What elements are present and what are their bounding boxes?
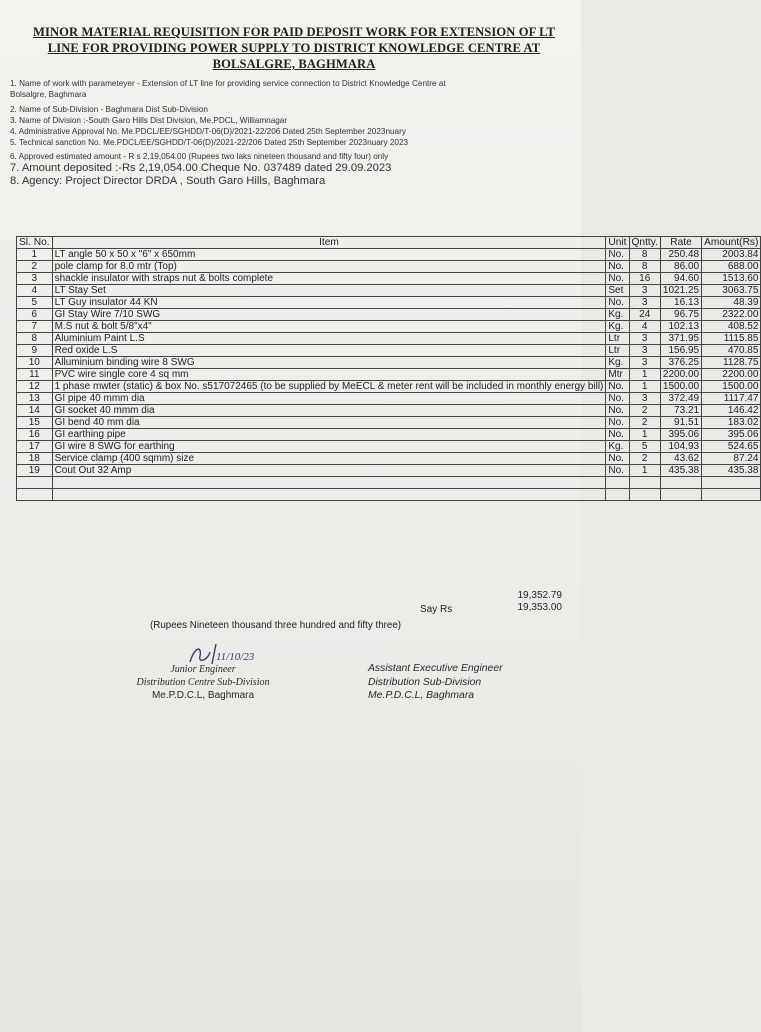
handwritten-date: 11/10/23 (216, 651, 255, 663)
right-office: Distribution Sub-Division (368, 676, 482, 688)
row-amount: 1117.47 (702, 393, 761, 405)
signature-block-right (368, 662, 568, 703)
row-unit: No. (606, 297, 629, 309)
table-row (17, 261, 761, 273)
row-rate: 156.95 (660, 345, 701, 357)
blank-cell (52, 477, 606, 489)
say-amount: 19,353.00 (517, 601, 562, 613)
title-line-2: LINE FOR PROVIDING POWER SUPPLY TO DISTRICT KNOWLEDGE CENTRE AT (47, 41, 541, 55)
row-item: GI pipe 40 mmm dia (52, 393, 606, 405)
left-office: Distribution Centre Sub-Division (136, 677, 270, 688)
row-amount: 435.38 (702, 465, 761, 477)
row-amount: 1500.00 (702, 381, 761, 393)
row-sl-no: 11 (17, 369, 53, 381)
row-rate: 1021.25 (660, 285, 701, 297)
row-amount: 2003.84 (702, 249, 761, 261)
blank-cell (606, 489, 629, 501)
row-unit: No. (606, 429, 629, 441)
row-item: shackle insulator with straps nut & bolts complete (52, 273, 606, 285)
row-amount: 524.65 (702, 441, 761, 453)
row-rate: 395.06 (660, 429, 701, 441)
row-unit: No. (606, 381, 629, 393)
row-quantity: 4 (629, 321, 660, 333)
row-item: PVC wire single core 4 sq mm (52, 369, 606, 381)
table-header-row (17, 237, 761, 249)
signature-block-left (118, 655, 288, 702)
row-amount: 2322.00 (702, 309, 761, 321)
table-row (17, 249, 761, 261)
row-quantity: 3 (629, 285, 660, 297)
row-quantity: 3 (629, 297, 660, 309)
row-unit: Kg. (606, 357, 629, 369)
work-details (10, 78, 575, 188)
right-org: Me.P.D.C.L, Baghmara (368, 690, 475, 701)
row-sl-no: 18 (17, 453, 53, 465)
row-quantity: 2 (629, 417, 660, 429)
amount-in-words: (Rupees Nineteen thousand three hundred and fifty three) (150, 620, 402, 631)
row-quantity: 1 (629, 369, 660, 381)
row-rate: 372.49 (660, 393, 701, 405)
row-rate: 16.13 (660, 297, 701, 309)
blank-cell (629, 489, 660, 501)
row-unit: Kg. (606, 321, 629, 333)
table-row (17, 417, 761, 429)
row-sl-no: 12 (17, 381, 53, 393)
row-amount: 470.85 (702, 345, 761, 357)
detail-admin-approval: 4. Administrative Approval No. Me.PDCL/EE/SGHDD/T-06(D)/2021-22/206 Dated 25th September 2023nuary (10, 127, 406, 136)
blank-cell (702, 477, 761, 489)
table-row (17, 321, 761, 333)
detail-name-of-work: 1. Name of work with parameteyer - Extension of LT line for providing service connection to District Knowledge Centre at (10, 79, 446, 88)
row-item: LT Guy insulator 44 KN (52, 297, 606, 309)
row-sl-no: 17 (17, 441, 53, 453)
grand-total: 19,352.79 (517, 590, 562, 601)
row-rate: 73.21 (660, 405, 701, 417)
row-quantity: 3 (629, 345, 660, 357)
table-row (17, 345, 761, 357)
row-quantity: 8 (629, 261, 660, 273)
table-row (17, 393, 761, 405)
blank-cell (606, 477, 629, 489)
table-row (17, 309, 761, 321)
detail-estimated-amount: 6. Approved estimated amount - R s 2,19,054.00 (Rupees two laks nineteen thousand and fifty four) only (10, 152, 389, 161)
row-rate: 102.13 (660, 321, 701, 333)
header-sl-no: Sl. No. (17, 237, 53, 249)
row-item: GI earthing pipe (52, 429, 606, 441)
row-item: M.S nut & bolt 5/8"x4" (52, 321, 606, 333)
title-line-1: MINOR MATERIAL REQUISITION FOR PAID DEPOSIT WORK FOR EXTENSION OF LT (32, 25, 556, 39)
detail-amount-deposited: 7. Amount deposited :-Rs 2,19,054.00 Cheque No. 037489 dated 29.09.2023 (10, 162, 392, 174)
detail-sub-division: 2. Name of Sub-Division - Baghmara Dist Sub-Division (10, 105, 208, 114)
row-rate: 43.62 (660, 453, 701, 465)
right-designation: Assistant Executive Engineer (368, 663, 503, 674)
table-row (17, 297, 761, 309)
blank-cell (629, 477, 660, 489)
row-amount: 1513.60 (702, 273, 761, 285)
table-row (17, 405, 761, 417)
row-unit: Ltr (606, 345, 629, 357)
row-amount: 1128.75 (702, 357, 761, 369)
table-row (17, 453, 761, 465)
header-rate: Rate (660, 237, 701, 249)
row-unit: No. (606, 261, 629, 273)
row-item: GI Stay Wire 7/10 SWG (52, 309, 606, 321)
row-rate: 371.95 (660, 333, 701, 345)
row-rate: 376.25 (660, 357, 701, 369)
row-sl-no: 6 (17, 309, 53, 321)
detail-name-of-work-cont: Bolsalgre, Baghmara (10, 90, 87, 99)
row-unit: Set (606, 285, 629, 297)
table-row (17, 369, 761, 381)
row-unit: No. (606, 405, 629, 417)
row-quantity: 24 (629, 309, 660, 321)
row-quantity: 16 (629, 273, 660, 285)
detail-division: 3. Name of Division :-South Garo Hills Dist Division, Me,PDCL, Williamnagar (10, 116, 288, 125)
blank-cell (660, 477, 701, 489)
row-quantity: 3 (629, 333, 660, 345)
row-unit: Kg. (606, 309, 629, 321)
table-row (17, 441, 761, 453)
header-amount: Amount(Rs) (702, 237, 761, 249)
row-sl-no: 15 (17, 417, 53, 429)
row-rate: 1500.00 (660, 381, 701, 393)
row-sl-no: 3 (17, 273, 53, 285)
table-row (17, 273, 761, 285)
header-unit: Unit (606, 237, 629, 249)
row-item: GI socket 40 mmm dia (52, 405, 606, 417)
row-unit: No. (606, 249, 629, 261)
row-sl-no: 19 (17, 465, 53, 477)
blank-cell (52, 489, 606, 501)
document-title (14, 24, 574, 72)
row-sl-no: 14 (17, 405, 53, 417)
row-quantity: 2 (629, 453, 660, 465)
row-item: Alluminium binding wire 8 SWG (52, 357, 606, 369)
row-amount: 48.39 (702, 297, 761, 309)
left-org: Me.P.D.C.L, Baghmara (151, 690, 255, 701)
row-rate: 94.60 (660, 273, 701, 285)
row-rate: 250.48 (660, 249, 701, 261)
row-quantity: 1 (629, 381, 660, 393)
row-unit: No. (606, 417, 629, 429)
row-item: GI wire 8 SWG for earthing (52, 441, 606, 453)
row-amount: 408.52 (702, 321, 761, 333)
header-item: Item (52, 237, 606, 249)
row-amount: 688.00 (702, 261, 761, 273)
blank-cell (660, 489, 701, 501)
row-unit: No. (606, 273, 629, 285)
table-row (17, 333, 761, 345)
table-row (17, 285, 761, 297)
table-blank-row (17, 489, 761, 501)
table-row (17, 357, 761, 369)
row-sl-no: 4 (17, 285, 53, 297)
totals-block (518, 590, 563, 613)
detail-agency: 8. Agency: Project Director DRDA , South Garo Hills, Baghmara (10, 175, 326, 187)
materials-table (16, 236, 761, 501)
row-item: LT Stay Set (52, 285, 606, 297)
row-item: LT angle 50 x 50 x "6" x 650mm (52, 249, 606, 261)
table-row (17, 465, 761, 477)
junior-engineer-title: Junior Engineer (170, 664, 236, 675)
table-blank-row (17, 477, 761, 489)
row-amount: 87.24 (702, 453, 761, 465)
say-rs-label: Say Rs (420, 604, 453, 615)
blank-cell (702, 489, 761, 501)
row-sl-no: 16 (17, 429, 53, 441)
row-item: Cout Out 32 Amp (52, 465, 606, 477)
row-sl-no: 5 (17, 297, 53, 309)
row-amount: 2200.00 (702, 369, 761, 381)
row-amount: 146.42 (702, 405, 761, 417)
row-quantity: 1 (629, 429, 660, 441)
row-rate: 96.75 (660, 309, 701, 321)
row-sl-no: 1 (17, 249, 53, 261)
row-rate: 435.38 (660, 465, 701, 477)
table-row (17, 429, 761, 441)
row-amount: 1115.85 (702, 333, 761, 345)
row-rate: 86.00 (660, 261, 701, 273)
row-rate: 2200.00 (660, 369, 701, 381)
row-unit: No. (606, 465, 629, 477)
row-item: pole clamp for 8.0 mtr (Top) (52, 261, 606, 273)
row-sl-no: 2 (17, 261, 53, 273)
row-sl-no: 8 (17, 333, 53, 345)
row-item: Red oxide L.S (52, 345, 606, 357)
row-sl-no: 9 (17, 345, 53, 357)
row-unit: Kg. (606, 441, 629, 453)
row-item: GI bend 40 mm dia (52, 417, 606, 429)
row-quantity: 3 (629, 357, 660, 369)
row-sl-no: 13 (17, 393, 53, 405)
row-quantity: 1 (629, 465, 660, 477)
row-sl-no: 7 (17, 321, 53, 333)
row-quantity: 3 (629, 393, 660, 405)
row-item: Aluminium Paint L.S (52, 333, 606, 345)
table-row (17, 381, 761, 393)
row-quantity: 8 (629, 249, 660, 261)
blank-cell (17, 489, 53, 501)
row-amount: 183.02 (702, 417, 761, 429)
detail-technical-sanction: 5. Technical sanction No. Me.PDCL/EE/SGHDD/T-06(D)/2021-22/206 Dated 25th September 2023nuary 2023 (10, 138, 409, 147)
row-unit: No. (606, 393, 629, 405)
row-item: 1 phase mwter (static) & box No. s517072465 (to be supplied by MeECL & meter rent will be included in monthly energy bill) (52, 381, 606, 393)
row-sl-no: 10 (17, 357, 53, 369)
row-unit: No. (606, 453, 629, 465)
row-amount: 395.06 (702, 429, 761, 441)
blank-cell (17, 477, 53, 489)
row-quantity: 5 (629, 441, 660, 453)
header-quantity: Qntty. (629, 237, 660, 249)
row-item: Service clamp (400 sqmm) size (52, 453, 606, 465)
row-rate: 91.51 (660, 417, 701, 429)
row-rate: 104.93 (660, 441, 701, 453)
row-unit: Mtr (606, 369, 629, 381)
row-quantity: 2 (629, 405, 660, 417)
row-amount: 3063.75 (702, 285, 761, 297)
row-unit: Ltr (606, 333, 629, 345)
title-line-3: BOLSALGRE, BAGHMARA (212, 57, 376, 71)
